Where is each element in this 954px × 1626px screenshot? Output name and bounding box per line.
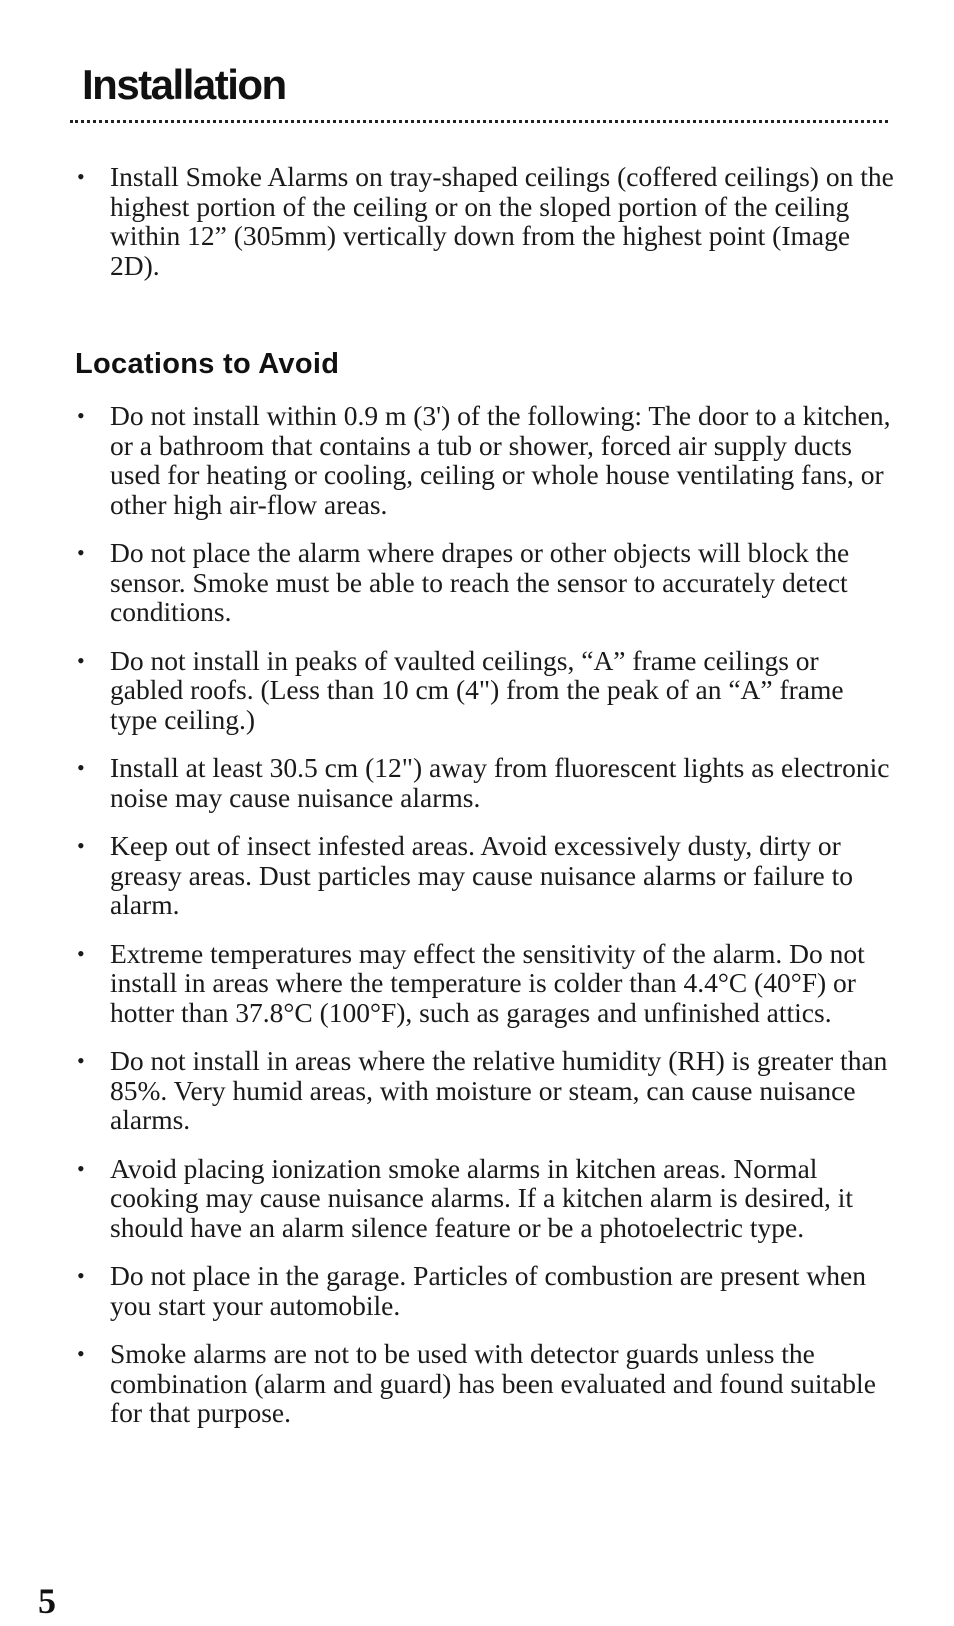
bullet-icon: •: [77, 1341, 85, 1366]
list-item-text: Do not place in the garage. Particles of combustion are present when you start your automobile.: [110, 1260, 866, 1321]
list-item-text: Do not place the alarm where drapes or other objects will block the sensor. Smoke must be able to reach the sensor to accurately detect conditions.: [110, 537, 850, 627]
dotted-divider: [70, 120, 888, 123]
bullet-icon: •: [77, 833, 85, 858]
list-item-text: Avoid placing ionization smoke alarms in kitchen areas. Normal cooking may cause nuisance alarms. If a kitchen alarm is desired, it should have an alarm silence feature or be a photoelectric type.: [110, 1152, 853, 1243]
list-item: [75, 1339, 895, 1428]
list-item-text: Keep out of insect infested areas. Avoid excessively dusty, dirty or greasy areas. Dust particles may cause nuisance alarms or failure to alarm.: [110, 830, 853, 920]
list-item: [75, 753, 895, 812]
bullet-icon: •: [77, 1048, 85, 1073]
page-number: 5: [38, 1581, 56, 1621]
list-item: [75, 538, 895, 627]
list-item: [75, 831, 895, 920]
list-item-text: Extreme temperatures may effect the sensitivity of the alarm. Do not install in areas where the temperature is colder than 4.4°C (40°F) or hotter than 37.8°C (100°F), such as garages and unfinished attics.: [110, 937, 865, 1028]
list-item: [75, 1154, 895, 1243]
list-item-text: Smoke alarms are not to be used with detector guards unless the combination (alarm and guard) has been evaluated and found suitable for that purpose.: [110, 1338, 876, 1428]
list-item: [75, 401, 895, 519]
bullet-icon: •: [77, 1155, 85, 1181]
avoid-list: [75, 401, 895, 1447]
list-item-text: Do not install in peaks of vaulted ceilings, “A” frame ceilings or gabled roofs. (Less than 10 cm (4") from the peak of an “A” frame type ceiling.): [110, 644, 844, 735]
bullet-icon: •: [77, 164, 85, 189]
page-title: Installation: [82, 61, 286, 108]
bullet-icon: •: [77, 403, 85, 428]
bullet-icon: •: [77, 647, 85, 673]
list-item: [75, 646, 895, 735]
bullet-icon: •: [77, 540, 85, 565]
list-item-text: Install Smoke Alarms on tray-shaped ceilings (coffered ceilings) on the highest portion of the ceiling or on the sloped portion of the ceiling within 12” (305mm) vertically down from the highest point (Image 2D).: [110, 161, 894, 281]
intro-list: [75, 162, 895, 299]
list-item: [75, 1046, 895, 1135]
bullet-icon: •: [77, 755, 85, 780]
list-item-text: Install at least 30.5 cm (12") away from fluorescent lights as electronic noise may cause nuisance alarms.: [110, 752, 890, 813]
section-heading: Locations to Avoid: [75, 348, 340, 380]
bullet-icon: •: [77, 940, 85, 966]
bullet-icon: •: [77, 1263, 85, 1288]
list-item: [75, 1261, 895, 1320]
list-item-text: Do not install in areas where the relative humidity (RH) is greater than 85%. Very humid areas, with moisture or steam, can cause nuisance alarms.: [110, 1045, 888, 1135]
list-item: [75, 939, 895, 1028]
list-item-text: Do not install within 0.9 m (3') of the following: The door to a kitchen, or a bathroom that contains a tub or shower, forced air supply ducts used for heating or cooling, ceiling or whole house ventilating fans, or other high air-flow areas.: [110, 400, 891, 520]
list-item: [75, 162, 895, 280]
